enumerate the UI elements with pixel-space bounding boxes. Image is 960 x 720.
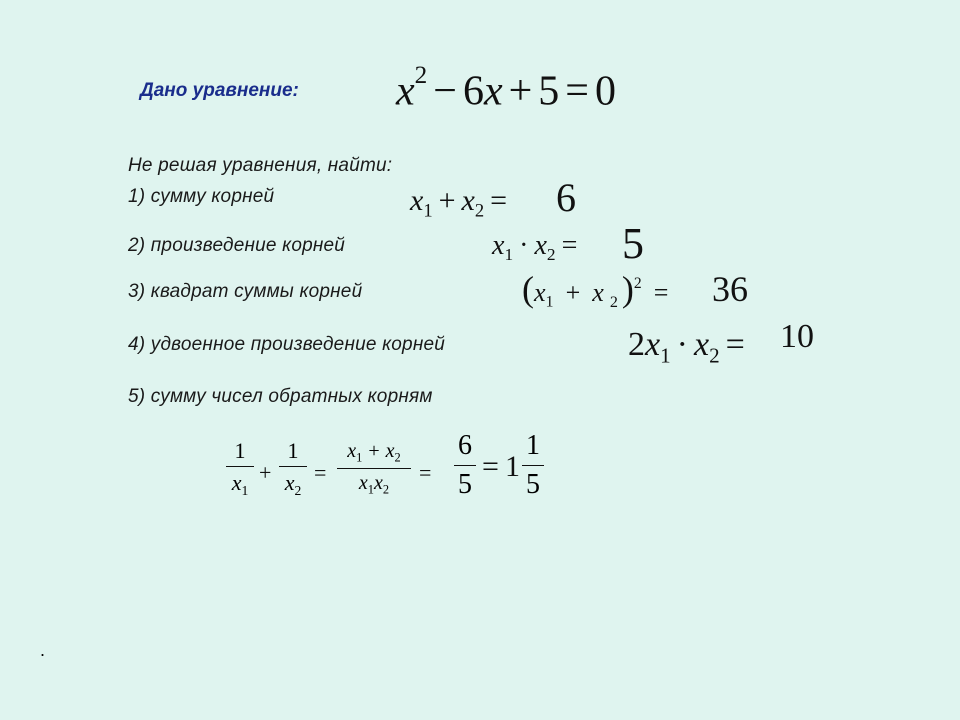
plus-sign: +: [259, 460, 272, 485]
task-4-formula: $2x_1 \cdot x_2$ =: [628, 326, 745, 368]
task-3-label: 3) квадрат суммы корней: [128, 281, 363, 302]
task-1-result: 6: [556, 175, 576, 220]
task-2-result: 5: [622, 219, 644, 268]
given-equation: $x^2 - 6x + 5 = 0$: [396, 62, 616, 115]
task-5-label: 5) сумму чисел обратных корням: [128, 386, 433, 407]
equals-sign-1: =: [314, 460, 327, 485]
fraction-1-over-x1: 1 $x_1$: [226, 438, 254, 499]
task-2-label: 2) произведение корней: [128, 235, 346, 256]
fraction-6-over-5: 6 5: [454, 430, 476, 502]
fraction-1-over-x2: 1 $x_2$: [279, 438, 307, 499]
fraction-mixed-1-over-5: 1 5: [522, 430, 544, 502]
equals-sign-2: =: [419, 460, 432, 485]
given-label: Дано уравнение:: [140, 80, 299, 101]
fraction-sum-over-product: $x_1 + x_2$ $x_1x_2$: [337, 440, 411, 496]
task-3-result: 36: [712, 269, 748, 309]
task-1-formula: $x_1 + x_2$ =: [410, 184, 508, 222]
mixed-whole: 1: [505, 450, 520, 483]
equals-sign-3: =: [482, 450, 499, 483]
footer-dot: .: [40, 640, 46, 660]
task-3-formula: ($x_1 + x$ $_2$ )$^2$ =: [522, 269, 669, 311]
task-4-label: 4) удвоенное произведение корней: [128, 334, 446, 355]
task-1-label: 1) сумму корней: [128, 186, 275, 207]
task-2-formula: $x_1 \cdot x_2$ =: [492, 230, 578, 265]
task-4-result: 10: [780, 318, 814, 355]
tasks-intro: Не решая уравнения, найти:: [128, 155, 393, 176]
